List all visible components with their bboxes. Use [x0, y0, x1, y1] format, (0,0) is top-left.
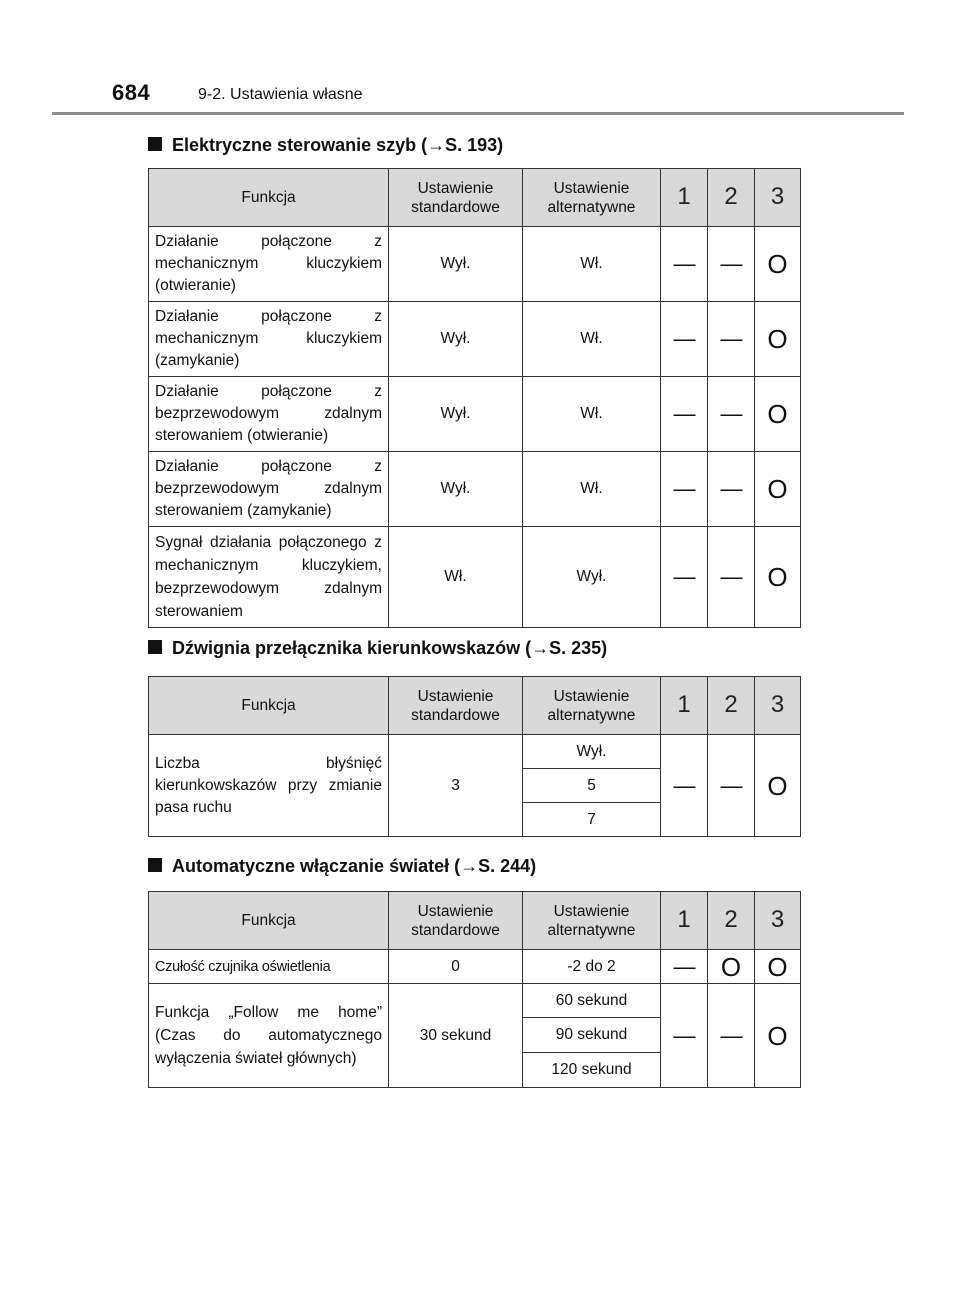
header-col-1 [661, 677, 708, 735]
table-row [149, 527, 801, 628]
col-3-cell: O [755, 984, 801, 1088]
alt-option-cell: 7 [523, 803, 661, 837]
header-rule [52, 112, 904, 115]
table-row [149, 377, 801, 452]
header-funkcja: Funkcja [149, 169, 389, 227]
section-path: 9-2. Ustawienia własne [198, 86, 363, 103]
header-col-3 [755, 677, 801, 735]
function-cell: Działanie połączone z mechanicznym kluczykiem (otwieranie) [149, 227, 389, 302]
standard-cell: Wył. [389, 452, 523, 527]
header-alt: Ustawienie alternatywne [523, 892, 661, 950]
alt-cell: Wł. [523, 377, 661, 452]
section-title-turn-signal [148, 638, 607, 659]
col-2-label: 2 [724, 905, 738, 933]
col-2-cell: — [708, 452, 755, 527]
alt-option-cell: Wył. [523, 735, 661, 769]
alt-option-cell: 120 sekund [523, 1053, 661, 1088]
bullet-square-icon [148, 858, 162, 872]
page-header [0, 0, 960, 120]
col-3-cell: O [755, 950, 801, 984]
header-alt: Ustawienie alternatywne [523, 169, 661, 227]
header-col-2 [708, 677, 755, 735]
header-col-2 [708, 892, 755, 950]
bullet-square-icon [148, 137, 162, 151]
col-3-cell: O [755, 377, 801, 452]
col-1-cell: — [661, 452, 708, 527]
table-row [149, 735, 801, 769]
function-cell: Działanie połączone z bezprzewodowym zdalnym sterowaniem (otwieranie) [149, 377, 389, 452]
table-header-row [149, 169, 801, 227]
standard-cell: Wył. [389, 227, 523, 302]
table-row [149, 452, 801, 527]
col-2-cell: — [708, 984, 755, 1088]
header-funkcja: Funkcja [149, 677, 389, 735]
col-1-cell: — [661, 227, 708, 302]
col-3-cell: O [755, 227, 801, 302]
page-number: 684 [112, 80, 151, 105]
col-1-cell: — [661, 527, 708, 628]
header-alt: Ustawienie alternatywne [523, 677, 661, 735]
header-col-1 [661, 892, 708, 950]
col-3-cell: O [755, 735, 801, 837]
standard-cell: Wł. [389, 527, 523, 628]
col-2-cell: — [708, 377, 755, 452]
function-cell: Liczba błyśnięć kierunkowskazów przy zmianie pasa ruchu [149, 735, 389, 837]
function-cell: Sygnał działania połączonego z mechanicznym kluczykiem, bezprzewodowym zdalnym sterowaniem [149, 527, 389, 628]
col-3-label: 3 [770, 182, 785, 210]
alt-cell: Wł. [523, 227, 661, 302]
alt-cell: -2 do 2 [523, 950, 661, 984]
function-cell: Działanie połączone z bezprzewodowym zdalnym sterowaniem (zamykanie) [149, 452, 389, 527]
section-title-auto-lights [148, 856, 536, 877]
header-standard: Ustawienie standardowe [389, 169, 523, 227]
col-2-label: 2 [724, 690, 738, 718]
header-col-3 [755, 892, 801, 950]
standard-cell: Wył. [389, 377, 523, 452]
standard-cell: 0 [389, 950, 523, 984]
header-col-2 [708, 169, 755, 227]
col-1-label: 1 [677, 182, 691, 210]
section-title-windows [148, 135, 503, 156]
col-2-cell: — [708, 735, 755, 837]
alt-option-cell: 90 sekund [523, 1018, 661, 1053]
standard-cell: 30 sekund [389, 984, 523, 1088]
standard-cell: 3 [389, 735, 523, 837]
table-row [149, 950, 801, 984]
col-3-cell: O [755, 302, 801, 377]
alt-cell: Wł. [523, 452, 661, 527]
col-2-cell: — [708, 527, 755, 628]
col-2-cell: O [708, 950, 755, 984]
header-standard: Ustawienie standardowe [389, 892, 523, 950]
settings-table-windows [148, 168, 801, 628]
header-col-3 [755, 169, 801, 227]
col-2-cell: — [708, 302, 755, 377]
settings-table-auto-lights [148, 891, 801, 1088]
table-row [149, 302, 801, 377]
alt-option-cell: 5 [523, 769, 661, 803]
header-col-1 [661, 169, 708, 227]
col-1-cell: — [661, 302, 708, 377]
section-title-text: Elektryczne sterowanie szyb (→S. 193) [172, 135, 504, 155]
col-1-label: 1 [677, 905, 691, 933]
function-cell: Czułość czujnika oświetlenia [149, 950, 389, 984]
function-cell: Działanie połączone z mechanicznym kluczykiem (zamykanie) [149, 302, 389, 377]
table-row [149, 984, 801, 1018]
col-3-label: 3 [770, 690, 785, 718]
table-row [149, 227, 801, 302]
col-2-cell: — [708, 227, 755, 302]
settings-table-turn-signal [148, 676, 801, 837]
col-3-cell: O [755, 527, 801, 628]
col-1-cell: — [661, 735, 708, 837]
bullet-square-icon [148, 640, 162, 654]
section-title-text: Automatyczne włączanie świateł (→S. 244) [172, 856, 537, 876]
col-1-label: 1 [677, 690, 691, 718]
alt-option-cell: 60 sekund [523, 984, 661, 1018]
section-title-text: Dźwignia przełącznika kierunkowskazów (→S. 235) [172, 638, 608, 658]
function-cell: Funkcja „Follow me home” (Czas do automatycznego wyłączenia świateł głównych) [149, 984, 389, 1088]
col-1-cell: — [661, 377, 708, 452]
alt-cell: Wł. [523, 302, 661, 377]
col-1-cell: — [661, 950, 708, 984]
col-1-cell: — [661, 984, 708, 1088]
col-3-label: 3 [770, 905, 785, 933]
header-standard: Ustawienie standardowe [389, 677, 523, 735]
header-funkcja: Funkcja [149, 892, 389, 950]
col-2-label: 2 [724, 182, 738, 210]
standard-cell: Wył. [389, 302, 523, 377]
alt-cell: Wył. [523, 527, 661, 628]
table-header-row [149, 892, 801, 950]
col-3-cell: O [755, 452, 801, 527]
table-header-row [149, 677, 801, 735]
